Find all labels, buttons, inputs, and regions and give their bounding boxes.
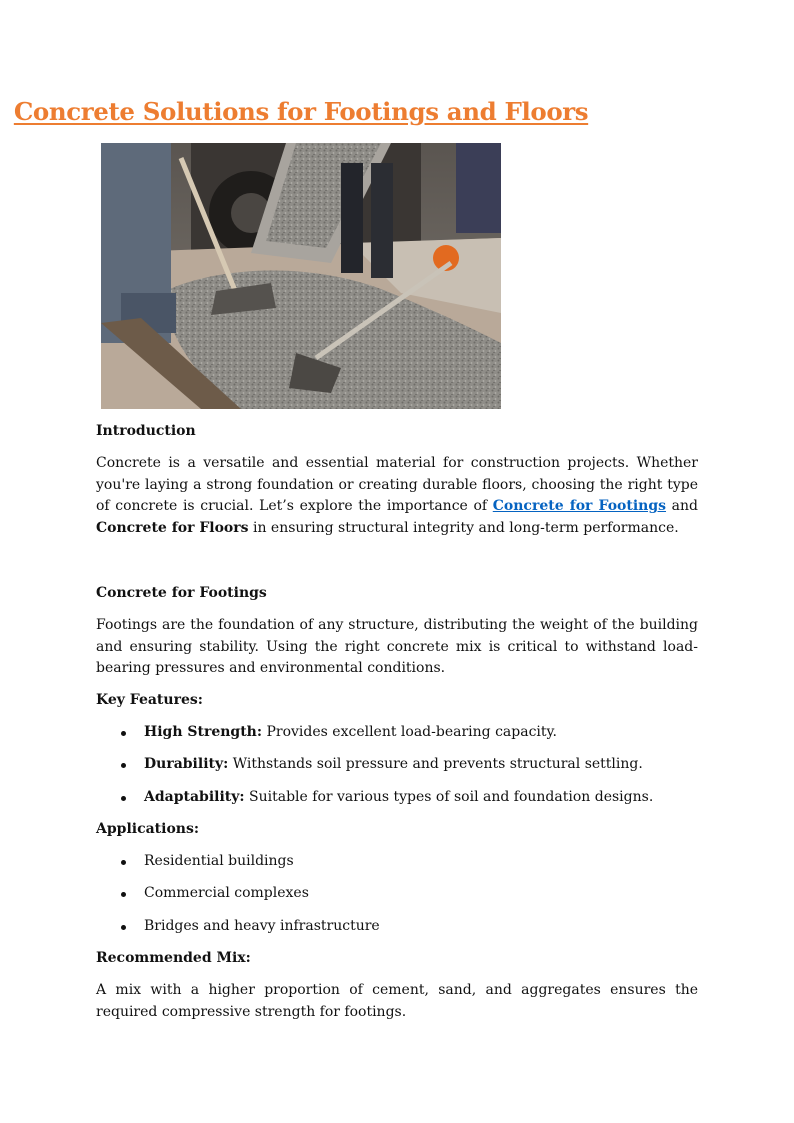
footings-heading: Concrete for Footings [96,585,267,601]
recommended-mix-heading: Recommended Mix: [96,950,251,966]
list-item [96,787,698,819]
intro-paragraph [96,453,698,539]
concrete-for-floors-bold: Concrete for Floors [96,519,249,536]
list-item [96,754,698,786]
feature-label: Adaptability: [144,788,245,805]
list-item: Commercial complexes [96,883,698,915]
list-item [96,722,698,754]
intro-heading: Introduction [96,423,196,439]
list-item: Residential buildings [96,851,698,883]
list-item: Bridges and heavy infrastructure [96,916,698,948]
concrete-for-footings-link[interactable]: Concrete for Footings [492,498,667,515]
hero-image-concrete-pour [101,143,501,409]
applications-list [96,851,698,948]
feature-label: Durability: [144,756,229,773]
recommended-mix-paragraph: A mix with a higher proportion of cement, sand, and aggregates ensures the required compressive strength for footings. [96,982,698,1020]
page-title: Concrete Solutions for Footings and Floors [13,97,589,126]
intro-text-before: Concrete is a versatile and essential material for construction projects. Whether you're laying a strong foundation or creating durable floors, choosing the right type of concrete is crucial. Let’s explore the importance of [96,455,698,515]
hero-illustration [101,143,501,409]
key-features-list [96,722,698,819]
feature-text: Provides excellent load-bearing capacity. [262,724,558,740]
feature-text: Withstands soil pressure and prevents structural settling. [228,756,643,773]
feature-label: High Strength: [144,724,263,740]
intro-text-after: in ensuring structural integrity and long-term performance. [248,519,679,536]
key-features-heading: Key Features: [96,692,203,708]
feature-text: Suitable for various types of soil and foundation designs. [244,788,654,805]
intro-text-and: and [666,498,699,515]
footings-paragraph: Footings are the foundation of any structure, distributing the weight of the building and ensuring stability. Using the right concrete mix is critical to withstand load-bearing pressures and environmental conditions. [96,617,698,677]
applications-heading: Applications: [96,821,200,837]
